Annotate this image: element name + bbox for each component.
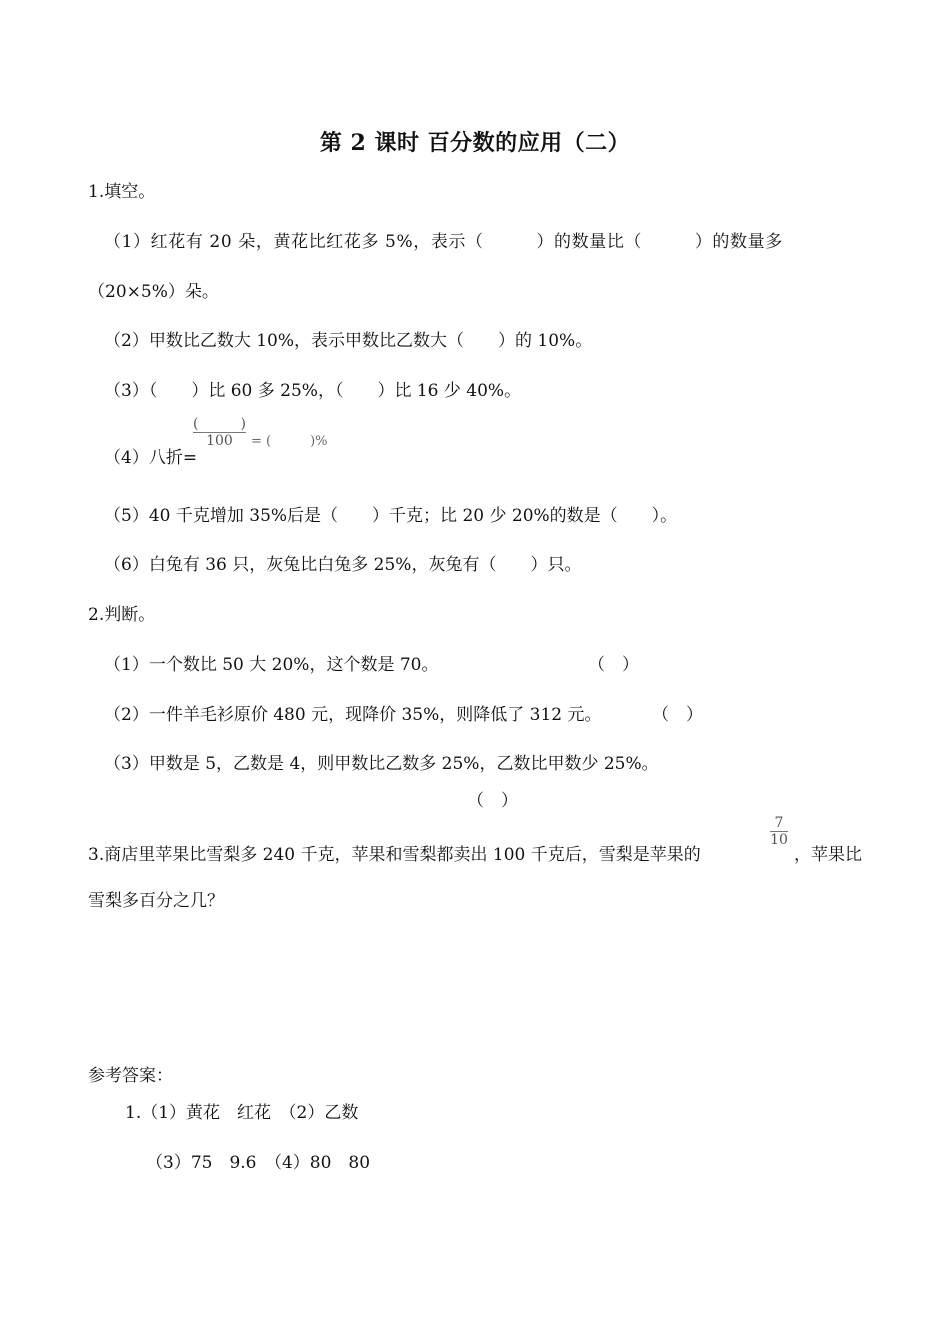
answers-line-1: 1.（1）黄花 红花 （2）乙数: [125, 1103, 359, 1123]
problem-3-line1-end: ，苹果比: [794, 845, 862, 865]
fill-q2: （2）甲数比乙数大 10%，表示甲数比乙数大（ ）的 10%。: [104, 331, 593, 351]
fill-q6: （6）白兔有 36 只，灰兔比白兔多 25%，灰兔有（ ）只。: [104, 555, 582, 575]
answers-line-2: （3）75 9.6 （4）80 80: [146, 1153, 371, 1173]
judge-q2: （2）一件羊毛衫原价 480 元，现降价 35%，则降低了 312 元。: [104, 705, 602, 725]
fill-q5: （5）40 千克增加 35%后是（ ）千克；比 20 少 20%的数是（ ）。: [104, 506, 678, 526]
fill-q4-percent: = ( )%: [251, 434, 328, 449]
judge-q2-paren: （ ）: [652, 705, 703, 725]
fill-q1-line1: （1）红花有 20 朵，黄花比红花多 5%，表示（ ）的数量比（ ）的数量多: [104, 232, 783, 252]
fraction-denominator: 10: [770, 832, 788, 848]
section-1-heading: 1.填空。: [88, 182, 156, 202]
fraction-numerator: ( ): [193, 416, 246, 432]
problem-3-fraction: [770, 815, 788, 848]
fill-q3: （3）（ ）比 60 多 25%，（ ）比 16 少 40%。: [104, 381, 522, 401]
problem-3-line2: 雪梨多百分之几？: [88, 891, 224, 911]
answers-heading: 参考答案：: [88, 1066, 173, 1086]
fill-q4-fraction: [193, 416, 246, 449]
judge-q1: （1）一个数比 50 大 20%，这个数是 70。: [104, 655, 439, 675]
judge-q3: （3）甲数是 5，乙数是 4，则甲数比乙数多 25%，乙数比甲数少 25%。: [104, 754, 659, 774]
fill-q4-label: （4）八折=: [104, 448, 198, 468]
problem-3-line1: 3.商店里苹果比雪梨多 240 千克，苹果和雪梨都卖出 100 千克后，雪梨是苹果的: [88, 845, 701, 865]
fill-q1-line2: （20×5%）朵。: [88, 282, 219, 302]
judge-q3-paren: （ ）: [467, 791, 518, 811]
judge-q1-paren: （ ）: [588, 655, 639, 675]
fraction-numerator: 7: [774, 815, 784, 831]
section-2-heading: 2.判断。: [88, 605, 156, 625]
fraction-denominator: 100: [206, 433, 233, 449]
page-title: 第 2 课时 百分数的应用（二）: [319, 130, 631, 156]
